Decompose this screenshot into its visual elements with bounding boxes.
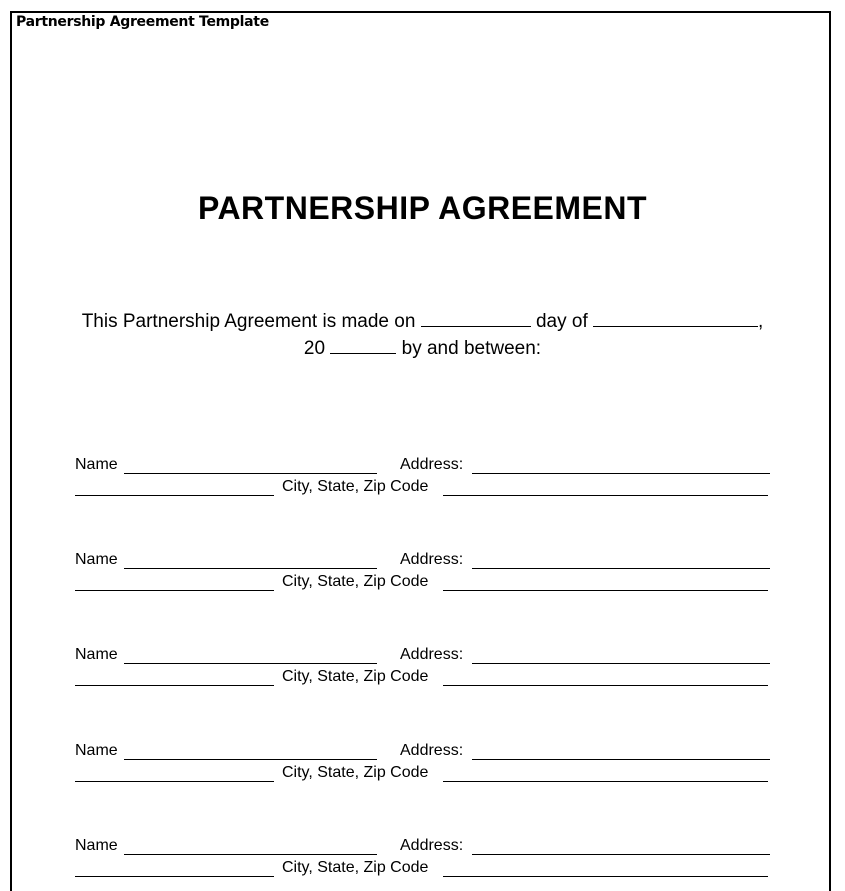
name-label: Name (75, 551, 118, 568)
address-line-2-field[interactable] (75, 685, 274, 686)
name-field[interactable] (124, 759, 377, 760)
city-state-zip-label: City, State, Zip Code (282, 859, 429, 876)
intro-text-year: 20 (303, 338, 326, 359)
day-blank[interactable] (421, 308, 531, 327)
intro-text-made-on: This Partnership Agreement is made on (81, 311, 416, 332)
address-line-2-field[interactable] (75, 590, 274, 591)
document-label: Partnership Agreement Template (16, 14, 269, 30)
intro-paragraph (0, 308, 845, 362)
city-state-zip-field[interactable] (443, 685, 768, 686)
address-line-2-field[interactable] (75, 876, 274, 877)
address-line-2-field[interactable] (75, 495, 274, 496)
intro-comma: , (758, 311, 764, 332)
name-field[interactable] (124, 854, 377, 855)
address-field[interactable] (472, 759, 770, 760)
city-state-zip-field[interactable] (443, 781, 768, 782)
address-field[interactable] (472, 854, 770, 855)
city-state-zip-label: City, State, Zip Code (282, 573, 429, 590)
name-field[interactable] (124, 568, 377, 569)
city-state-zip-label: City, State, Zip Code (282, 668, 429, 685)
name-field[interactable] (124, 473, 377, 474)
city-state-zip-field[interactable] (443, 495, 768, 496)
name-label: Name (75, 837, 118, 854)
address-line-2-field[interactable] (75, 781, 274, 782)
name-label: Name (75, 742, 118, 759)
name-label: Name (75, 646, 118, 663)
address-field[interactable] (472, 473, 770, 474)
address-field[interactable] (472, 663, 770, 664)
address-label: Address: (400, 551, 464, 568)
intro-line-1 (0, 308, 845, 335)
address-label: Address: (400, 456, 464, 473)
city-state-zip-field[interactable] (443, 590, 768, 591)
intro-text-day-of: day of (535, 311, 588, 332)
name-label: Name (75, 456, 118, 473)
address-label: Address: (400, 646, 464, 663)
intro-line-2 (0, 335, 845, 362)
address-label: Address: (400, 837, 464, 854)
month-blank[interactable] (593, 308, 758, 327)
year-blank[interactable] (330, 335, 396, 354)
agreement-title: PARTNERSHIP AGREEMENT (197, 190, 648, 226)
address-field[interactable] (472, 568, 770, 569)
city-state-zip-label: City, State, Zip Code (282, 764, 429, 781)
intro-text-between: by and between: (401, 338, 542, 359)
city-state-zip-label: City, State, Zip Code (282, 478, 429, 495)
address-label: Address: (400, 742, 464, 759)
city-state-zip-field[interactable] (443, 876, 768, 877)
name-field[interactable] (124, 663, 377, 664)
